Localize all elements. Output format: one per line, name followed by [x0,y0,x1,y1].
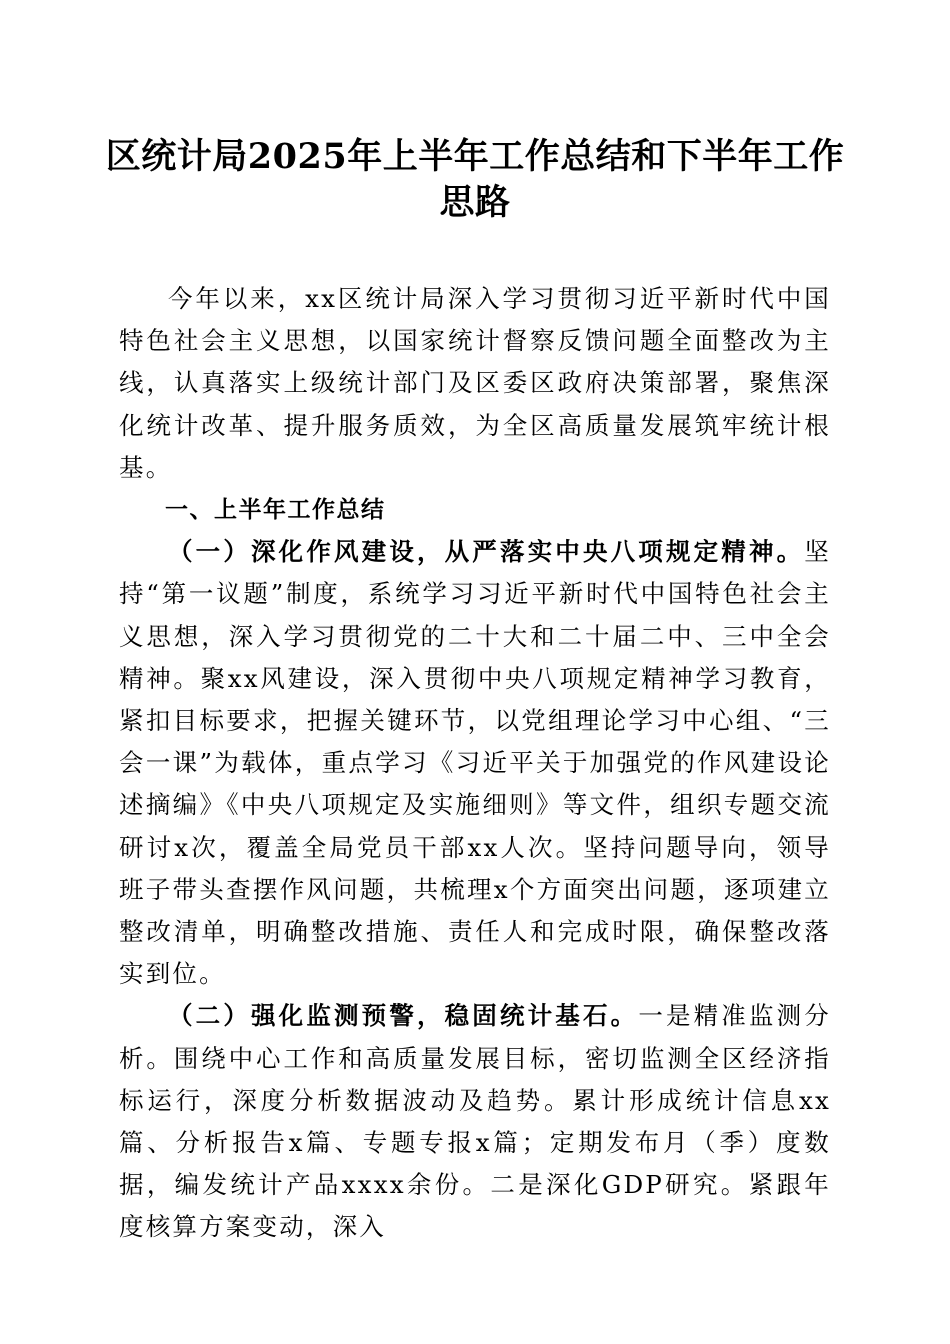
section-heading: 一、上半年工作总结 [165,497,386,524]
document-body [119,278,831,1249]
intro-paragraph: 今年以来，xx区统计局深入学习贯彻习近平新时代中国特色社会主义思想，以国家统计督察反馈问题全面整改为主线，认真落实上级统计部门及区委区政府决策部署，聚焦深化统计改革、提升服务质效，为全区高质量发展筑牢统计根基。 [119,284,831,482]
paragraph-item-1-lead: （一）深化作风建设，从严落实中央八项规定精神。 [168,537,805,567]
paragraph-item-1-text: 坚持“第一议题”制度，系统学习习近平新时代中国特色社会主义思想，深入学习贯彻党的二十大和二十届二中、三中全会精神。聚xx风建设，深入贯彻中央八项规定精神学习教育，紧扣目标要求，把握关键环节，以党组理论学习中心组、“三会一课”为载体，重点学习《习近平关于加强党的作风建设论述摘编》《中央八项规定及实施细则》等文件，组织专题交流研讨x次，覆盖全局党员干部xx人次。坚持问题导向，领导班子带头查摆作风问题，共梳理x个方面突出问题，逐项建立整改清单，明确整改措施、责任人和完成时限，确保整改落实到位。 [119,537,831,989]
paragraph-item-2 [119,995,831,1248]
paragraph-item-1 [119,531,831,995]
paragraph-item-2-lead: （二）强化监测预警，稳固统计基石。 [168,1001,639,1031]
paragraph-item-2-text: 一是精准监测分析。围绕中心工作和高质量发展目标，密切监测全区经济指标运行，深度分析数据波动及趋势。累计形成统计信息xx篇、分析报告x篇、专题专报x篇；定期发布月（季）度数据，编发统计产品xxxx余份。二是深化GDP研究。紧跟年度核算方案变动，深入 [119,1001,831,1242]
document-title: 区统计局2025年上半年工作总结和下半年工作思路 [105,136,845,223]
